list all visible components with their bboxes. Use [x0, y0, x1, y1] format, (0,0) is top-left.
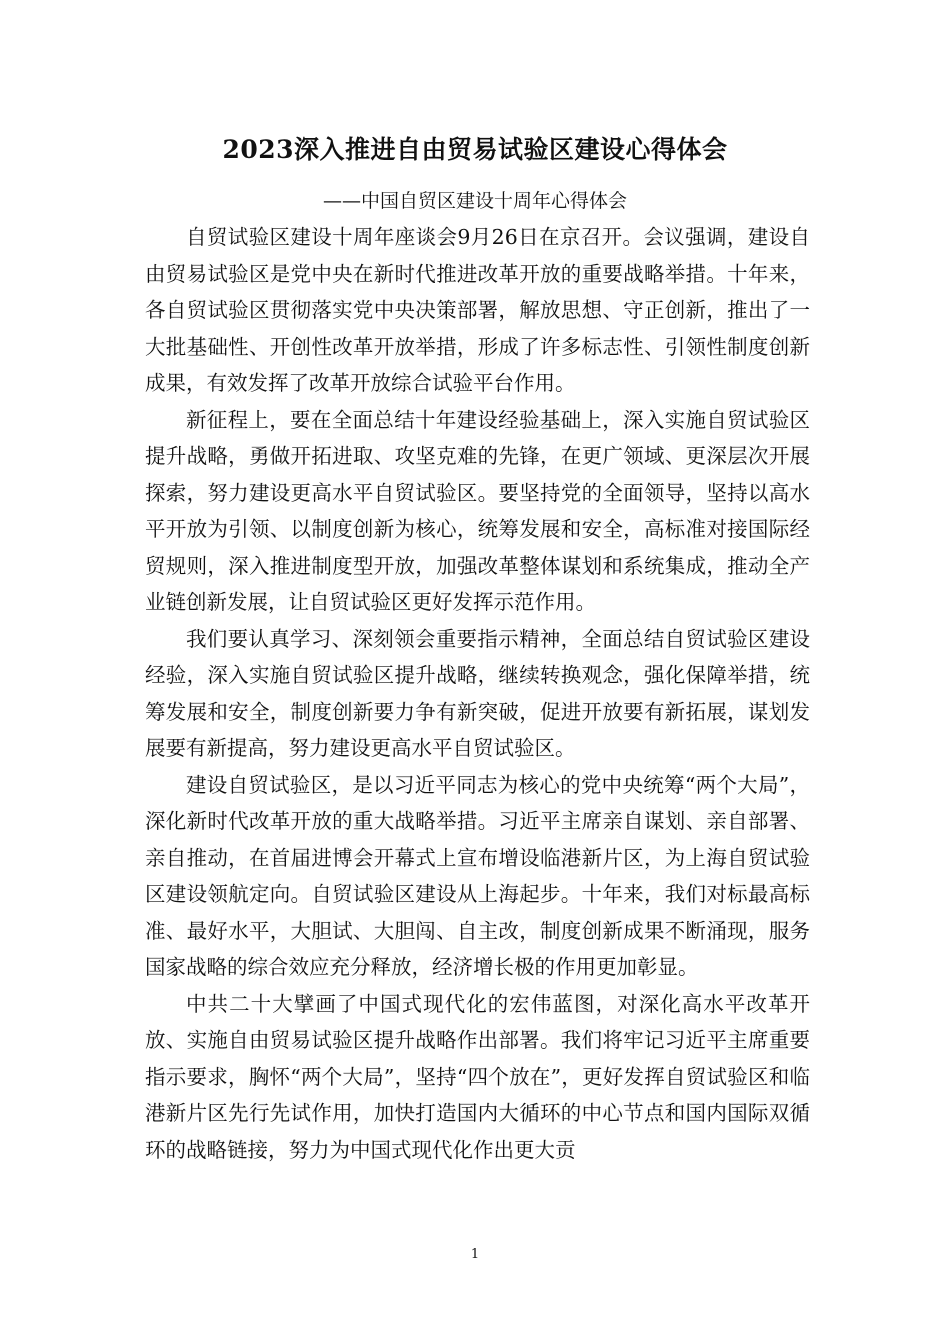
document-subtitle: ——中国自贸区建设十周年心得体会 [322, 190, 627, 212]
paragraph-5: 中共二十大擘画了中国式现代化的宏伟蓝图，对深化高水平改革开放、实施自由贸易试验区提升战略作出部署。我们将牢记习近平主席重要指示要求，胸怀“两个大局”，坚持“四个放在”，更好发挥自贸试验区和临港新片区先行先试作用，加快打造国内大循环的中心节点和国内国际双循环的战略链接，努力为中国式现代化作出更大贡 [145, 991, 810, 1162]
document-title: 2023深入推进自由贸易试验区建设心得体会 [222, 135, 728, 164]
paragraph-4: 建设自贸试验区，是以习近平同志为核心的党中央统筹“两个大局”，深化新时代改革开放的重大战略举措。习近平主席亲自谋划、亲自部署、亲自推动，在首届进博会开幕式上宣布增设临港新片区，为上海自贸试验区建设领航定向。自贸试验区建设从上海起步。十年来，我们对标最高标准、最好水平，大胆试、大胆闯、自主改，制度创新成果不断涌现，服务国家战略的综合效应充分释放，经济增长极的作用更加彰显。 [145, 772, 810, 979]
paragraph-3: 我们要认真学习、深刻领会重要指示精神，全面总结自贸试验区建设经验，深入实施自贸试验区提升战略，继续转换观念，强化保障举措，统筹发展和安全，制度创新要力争有新突破，促进开放要有新拓展，谋划发展要有新提高，努力建设更高水平自贸试验区。 [145, 626, 810, 760]
document-body [145, 219, 810, 1168]
paragraph-2: 新征程上，要在全面总结十年建设经验基础上，深入实施自贸试验区提升战略，勇做开拓进取、攻坚克难的先锋，在更广领域、更深层次开展探索，努力建设更高水平自贸试验区。要坚持党的全面领导，坚持以高水平开放为引领、以制度创新为核心，统筹发展和安全，高标准对接国际经贸规则，深入推进制度型开放，加强改革整体谋划和系统集成，推动全产业链创新发展，让自贸试验区更好发挥示范作用。 [145, 407, 810, 614]
page-number: 1 [470, 1247, 480, 1262]
paragraph-1: 自贸试验区建设十周年座谈会9月26日在京召开。会议强调，建设自由贸易试验区是党中央在新时代推进改革开放的重要战略举措。十年来，各自贸试验区贯彻落实党中央决策部署，解放思想、守正创新，推出了一大批基础性、开创性改革开放举措，形成了许多标志性、引领性制度创新成果，有效发挥了改革开放综合试验平台作用。 [145, 225, 810, 395]
